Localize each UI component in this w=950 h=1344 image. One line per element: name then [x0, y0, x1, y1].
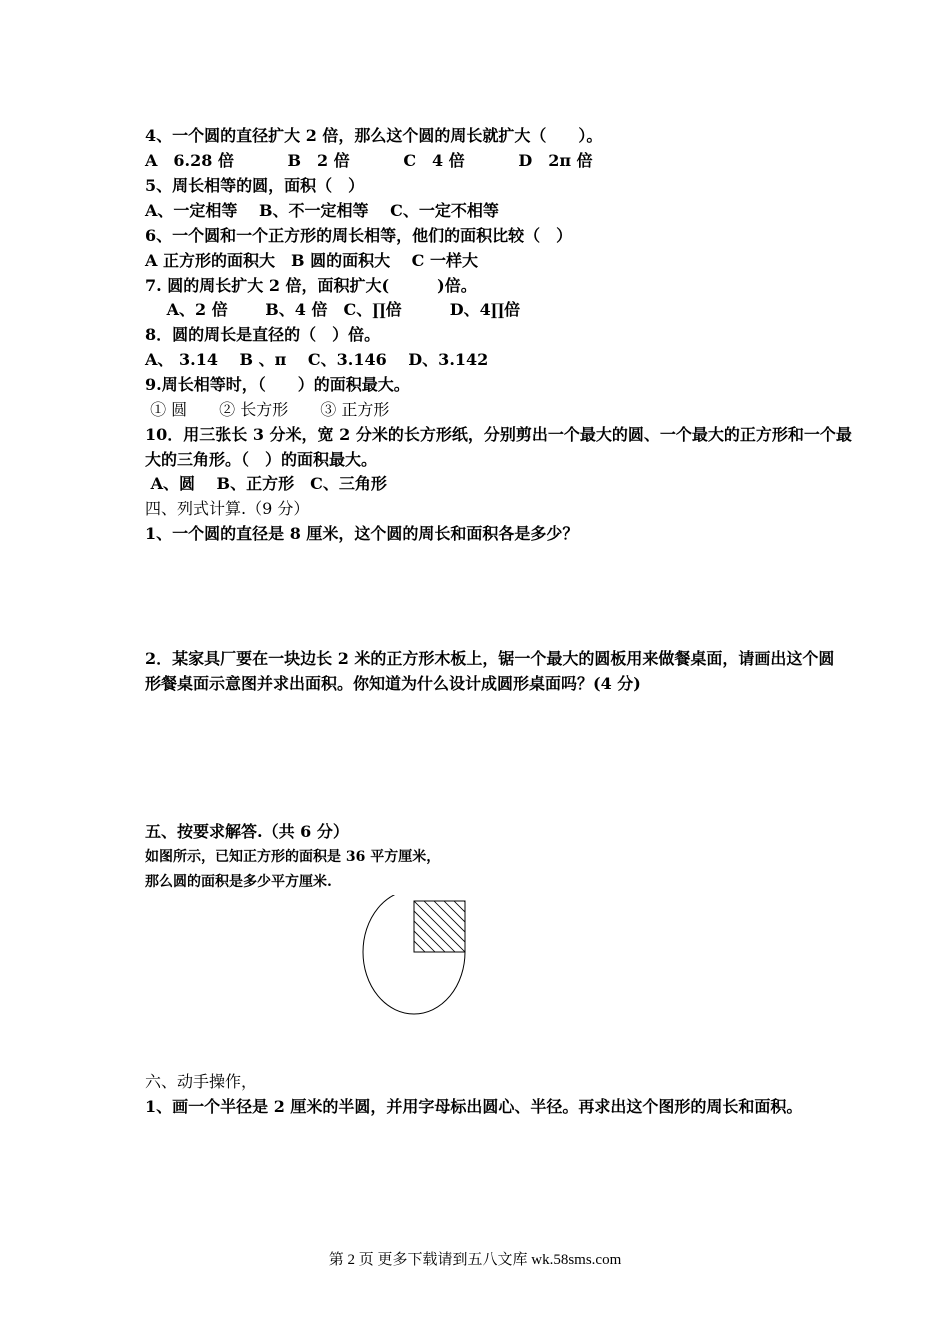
question-8-options: A、 3.14 B 、π C、3.146 D、3.142 — [145, 350, 489, 369]
question-5: 5、周长相等的圆，面积（ ） — [145, 176, 365, 195]
calc-question-1: 1、一个圆的直径是 8 厘米，这个圆的周长和面积各是多少？ — [145, 524, 579, 543]
question-5-options: A、一定相等 B、不一定相等 C、一定不相等 — [145, 201, 499, 220]
calc-question-2-line2: 形餐桌面示意图并求出面积。你知道为什么设计成圆形桌面吗？(4 分) — [145, 674, 641, 693]
operation-question-1: 1、画一个半径是 2 厘米的半圆，并用字母标出圆心、半径。再求出这个图形的周长和面积。 — [145, 1097, 803, 1116]
section-5-heading: 五、按要求解答.（共 6 分） — [145, 822, 349, 841]
section-4-heading: 四、列式计算.（9 分） — [145, 499, 310, 518]
question-4-options: A 6.28 倍 B 2 倍 C 4 倍 D 2π 倍 — [145, 151, 593, 170]
question-8: 8．圆的周长是直径的（ ）倍。 — [145, 325, 381, 344]
question-7-options: A、2 倍 B、4 倍 C、∏倍 D、4∏倍 — [145, 300, 521, 319]
question-10-line2: 大的三角形。（ ）的面积最大。 — [145, 450, 378, 469]
circle-square-figure — [355, 895, 475, 1025]
question-9-options: ① 圆 ② 长方形 ③ 正方形 — [145, 400, 390, 419]
question-10-line1: 10．用三张长 3 分米，宽 2 分米的长方形纸，分别剪出一个最大的圆、一个最大的正方形和一个最 — [145, 425, 852, 444]
section-6-heading: 六、动手操作， — [145, 1072, 258, 1091]
page-footer: 第 2 页 更多下载请到五八文库 wk.58sms.com — [328, 1252, 622, 1268]
section-5-text-line2: 那么圆的面积是多少平方厘米. — [145, 874, 332, 890]
question-4: 4、一个圆的直径扩大 2 倍，那么这个圆的周长就扩大（ ）。 — [145, 126, 603, 145]
calc-question-2-line1: 2．某家具厂要在一块边长 2 米的正方形木板上，锯一个最大的圆板用来做餐桌面，请画出这个圆 — [145, 649, 835, 668]
question-6-options: A 正方形的面积大 B 圆的面积大 C 一样大 — [145, 251, 478, 270]
question-10-options: A、圆 B、正方形 C、三角形 — [145, 474, 387, 493]
question-7: 7. 圆的周长扩大 2 倍，面积扩大( )倍。 — [145, 276, 477, 295]
question-6: 6、一个圆和一个正方形的周长相等，他们的面积比较（ ） — [145, 226, 573, 245]
section-5-text-line1: 如图所示，已知正方形的面积是 36 平方厘米， — [145, 849, 441, 865]
question-9: 9.周长相等时，（ ）的面积最大。 — [145, 375, 410, 394]
